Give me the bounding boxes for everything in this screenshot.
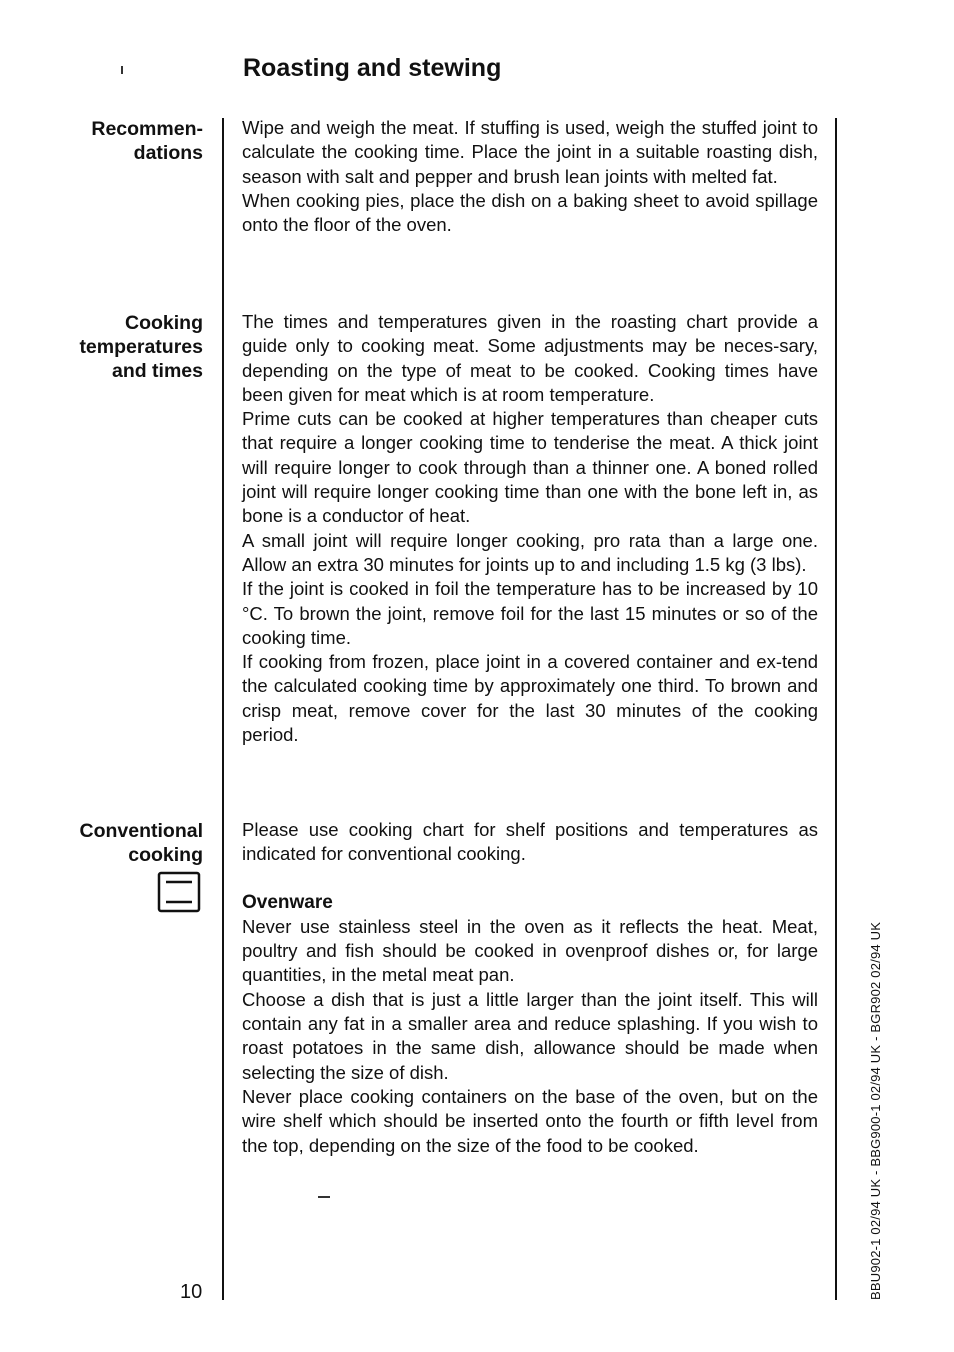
recommendations-body [242, 116, 818, 237]
cooking-temps-paragraph: The times and temperatures given in the roasting chart provide a guide only to cooking meat. Some adjustments may be neces-sary, depending on the type of meat to be cooked. Cooking times have been given for meat which is at room temperature. [242, 311, 818, 405]
ovenware-paragraph: Never use stainless steel in the oven as it reflects the heat. Meat, poultry and fish should be cooked in ovenproof dishes or, for large quantities, in the metal meat pan. [242, 915, 818, 986]
cooking-temps-heading-line1: Cooking [125, 312, 203, 334]
document-code: BBU902-1 02/94 UK - BBG900-1 02/94 UK - BGR902 02/94 UK [868, 921, 883, 1300]
recommendations-heading [91, 117, 203, 165]
page-speck [121, 66, 123, 74]
column-divider [222, 118, 224, 1300]
ovenware-subheading: Ovenware [242, 891, 333, 913]
right-margin-rule [835, 118, 837, 1300]
recommendations-heading-line1: Recommen- [91, 118, 203, 140]
cooking-temps-heading [79, 311, 203, 383]
recommendations-paragraph: Wipe and weigh the meat. If stuffing is used, weigh the stuffed joint to calculate the cooking time. Place the joint in a suitable roasting dish, season with salt and pepper and brush lean joints with melted fat. [242, 117, 818, 187]
conventional-heading-line2: cooking [128, 844, 203, 866]
conventional-heading-line1: Conventional [79, 820, 203, 842]
ovenware-paragraph: Choose a dish that is just a little larger than the joint itself. This will contain any fat in a smaller area and reduce splashing. If you wish to roast potatoes in the same dish, allowance should be made when selecting the size of dish. [242, 988, 818, 1083]
cooking-temps-paragraph: If the joint is cooked in foil the temperature has to be increased by 10 °C. To brown the joint, remove foil for the last 15 minutes or so of the cooking time. [242, 578, 818, 648]
cooking-temps-body [242, 310, 818, 747]
recommendations-heading-line2: dations [133, 142, 203, 164]
page-title: Roasting and stewing [243, 54, 502, 82]
conventional-body [242, 818, 818, 1158]
page-number: 10 [180, 1281, 203, 1303]
cooking-temps-heading-line3: and times [111, 360, 203, 382]
stray-mark [318, 1196, 330, 1198]
recommendations-paragraph: When cooking pies, place the dish on a baking sheet to avoid spillage onto the floor of the oven. [242, 189, 818, 236]
cooking-temps-paragraph: A small joint will require longer cooking, pro rata than a large one. Allow an extra 30 minutes for joints up to and including 1.5 kg (3 lbs). [242, 529, 818, 575]
cooking-temps-paragraph: Prime cuts can be cooked at higher temperatures than cheaper cuts that require a longer cooking time to tenderise the meat. A thick joint will require longer to cook through than a thinner one. A boned rolled joint will require longer cooking time than one with the bone left in, as bone is a conductor of heat. [242, 408, 818, 527]
conventional-oven-icon [157, 871, 201, 913]
cooking-temps-paragraph: If cooking from frozen, place joint in a covered container and ex-tend the calculated cooking time by approximately one third. To brown and crisp meat, remove cover for the last 30 minutes of the cooking period. [242, 651, 818, 746]
cooking-temps-heading-line2: temperatures [79, 336, 203, 358]
ovenware-paragraph: Never place cooking containers on the base of the oven, but on the wire shelf which should be inserted onto the fourth or fifth level from the top, depending on the size of the food to be cooked. [242, 1085, 818, 1156]
conventional-heading [79, 819, 203, 867]
conventional-intro: Please use cooking chart for shelf positions and temperatures as indicated for conventional cooking. [242, 819, 818, 865]
